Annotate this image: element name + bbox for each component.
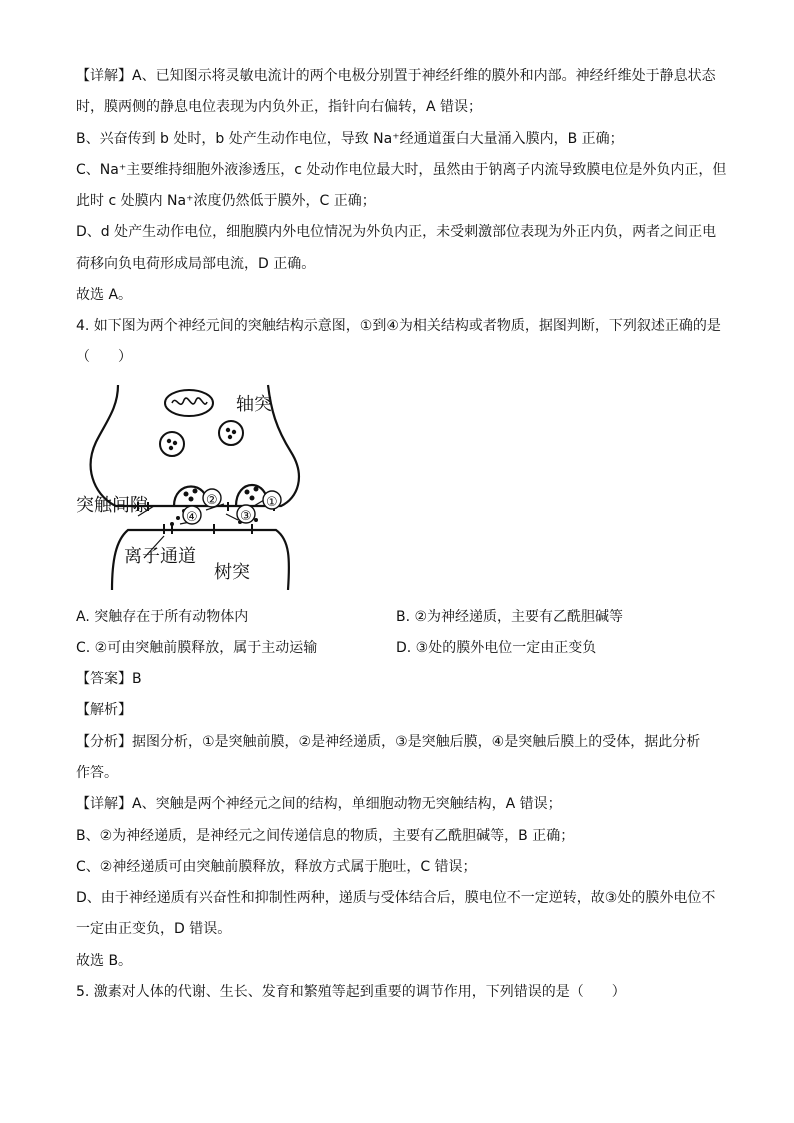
detail-line-1: 【详解】A、突触是两个神经元之间的结构，单细胞动物无突触结构，A 错误； [76, 796, 562, 812]
label-axon: 轴突 [236, 394, 272, 415]
option-c[interactable]: C. ②可由突触前膜释放，属于主动运输 [76, 640, 318, 656]
detail-line-3: C、②神经递质可由突触前膜释放，释放方式属于胞吐，C 错误； [76, 859, 477, 875]
marker-3: ③ [240, 509, 252, 524]
marker-1: ① [266, 495, 278, 510]
detail-prev-line-7: 荷移向负电荷形成局部电流，D 正确。 [76, 256, 316, 272]
detail-prev-line-4: C、Na⁺主要维持细胞外液渗透压，c 处动作电位最大时，虽然由于钠离子内流导致膜电位是外负内正，但 [76, 162, 727, 178]
detail-line-2: B、②为神经递质，是神经元之间传递信息的物质，主要有乙酰胆碱等，B 正确； [76, 828, 575, 844]
question-5-stem: 5. 激素对人体的代谢、生长、发育和繁殖等起到重要的调节作用，下列错误的是（ ） [76, 984, 626, 1000]
label-dendrite: 树突 [214, 562, 250, 583]
marker-4: ④ [186, 510, 198, 525]
detail-conclusion: 故选 B。 [76, 953, 133, 969]
synapse-diagram [76, 380, 306, 590]
detail-prev-line-6: D、d 处产生动作电位，细胞膜内外电位情况为外负内正，未受刺激部位表现为外正内负，两者之间正电 [76, 224, 717, 240]
detail-line-4: D、由于神经递质有兴奋性和抑制性两种，递质与受体结合后，膜电位不一定逆转，故③处的膜外电位不 [76, 890, 716, 906]
marker-2: ② [206, 493, 218, 508]
detail-prev-line-2: 时，膜两侧的静息电位表现为内负外正，指针向右偏转，A 错误； [76, 99, 483, 115]
detail-prev-line-5: 此时 c 处膜内 Na⁺浓度仍然低于膜外，C 正确； [76, 193, 376, 209]
label-synaptic-cleft: 突触间隙 [76, 495, 148, 516]
analysis-line-2: 作答。 [76, 765, 118, 781]
detail-prev-conclusion: 故选 A。 [76, 287, 133, 303]
detail-prev-line-3: B、兴奋传到 b 处时，b 处产生动作电位，导致 Na⁺经通道蛋白大量涌入膜内，B 正确； [76, 131, 624, 147]
detail-line-5: 一定由正变负，D 错误。 [76, 921, 232, 937]
answer-label: 【答案】B [76, 671, 142, 687]
option-b[interactable]: B. ②为神经递质，主要有乙酰胆碱等 [396, 609, 624, 625]
question-4-stem: 4. 如下图为两个神经元间的突触结构示意图，①到④为相关结构或者物质，据图判断，下列叙述正确的是 [76, 318, 721, 334]
option-a[interactable]: A. 突触存在于所有动物体内 [76, 609, 249, 625]
option-d[interactable]: D. ③处的膜外电位一定由正变负 [396, 640, 597, 656]
label-ion-channel: 离子通道 [124, 546, 196, 567]
analysis-title: 【解析】 [76, 702, 132, 718]
detail-prev-line-1: 【详解】A、已知图示将灵敏电流计的两个电极分别置于神经纤维的膜外和内部。神经纤维处于静息状态 [76, 68, 716, 84]
analysis-line-1: 【分析】据图分析，①是突触前膜，②是神经递质，③是突触后膜，④是突触后膜上的受体，据此分析 [76, 734, 701, 750]
question-4-blank: （ ） [76, 349, 132, 365]
